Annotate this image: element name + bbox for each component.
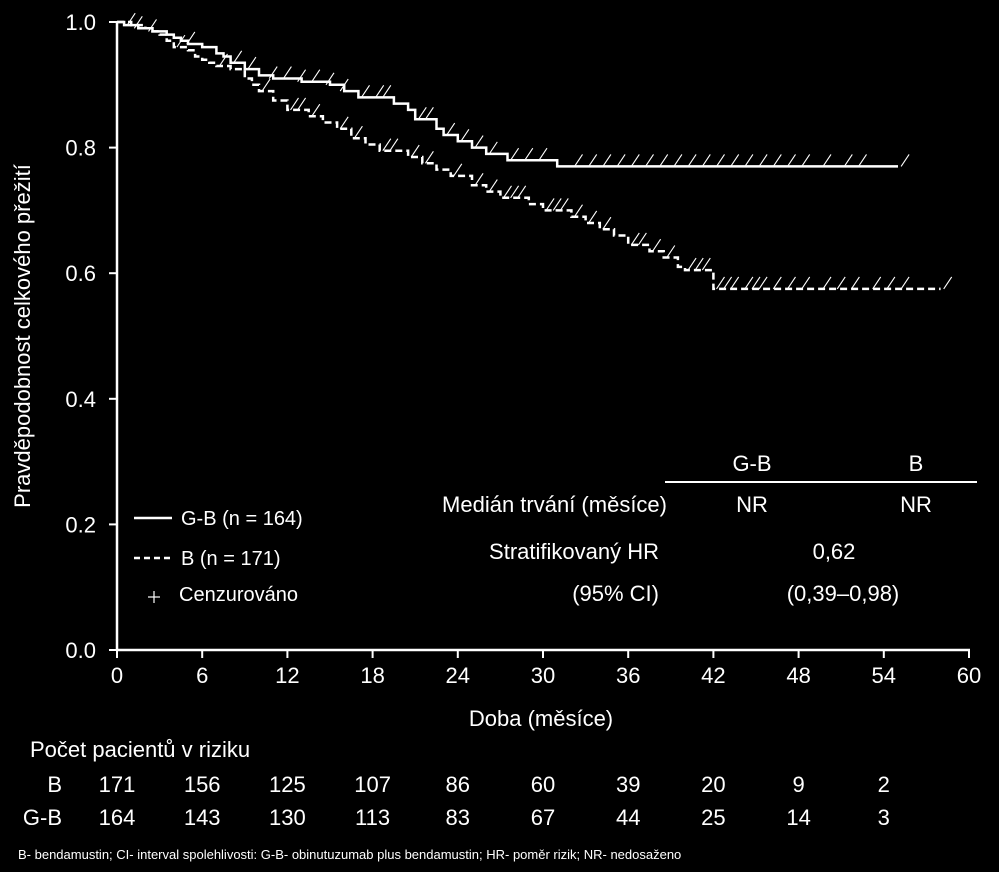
censor-mark-b (901, 277, 909, 289)
risk-values (99, 772, 890, 830)
censor-mark-gb (660, 154, 668, 166)
censor-mark-b (560, 198, 568, 210)
censor-mark-b (731, 277, 739, 289)
censor-mark-b (291, 98, 299, 110)
censor-mark-b (475, 173, 483, 185)
risk-row-label-gb: G-B (22, 805, 62, 830)
censor-mark-b (504, 186, 512, 198)
censor-mark-gb (312, 70, 320, 82)
censor-mark-gb (859, 154, 867, 166)
risk-value: 156 (183, 772, 221, 797)
censor-mark-b (518, 186, 526, 198)
legend-censor-mark (148, 591, 160, 603)
censor-mark-b (887, 277, 895, 289)
risk-value: 60 (530, 772, 556, 797)
risk-table (23, 737, 890, 830)
survival-curves (117, 22, 941, 289)
risk-row-label-b: B (47, 772, 62, 797)
y-tick-label: 1.0 (65, 10, 96, 35)
risk-value: 44 (615, 805, 641, 830)
censor-mark-b (631, 233, 639, 245)
censor-mark-b (589, 211, 597, 223)
censor-marks (127, 13, 952, 289)
censor-mark-gb (187, 32, 195, 44)
risk-value: 67 (530, 805, 556, 830)
censor-mark-b (788, 277, 796, 289)
stats-median-gb: NR (736, 492, 768, 517)
censor-mark-gb (418, 107, 426, 119)
censor-mark-gb (383, 85, 391, 97)
censor-mark-gb (702, 154, 710, 166)
censor-mark-b (752, 277, 760, 289)
censor-mark-gb (788, 154, 796, 166)
censor-mark-b (688, 258, 696, 270)
censor-mark-b (489, 180, 497, 192)
censor-mark-b (575, 205, 583, 217)
x-tick-label: 0 (110, 663, 124, 688)
censor-mark-gb (674, 154, 682, 166)
stats-hr-value: 0,62 (812, 539, 856, 564)
censor-mark-gb (376, 85, 384, 97)
censor-mark-b (312, 104, 320, 116)
x-tick-label: 24 (445, 663, 471, 688)
risk-value: 14 (786, 805, 811, 830)
stats-ci-label: (95% CI) (572, 581, 659, 606)
censor-mark-gb (234, 51, 242, 63)
censor-mark-gb (539, 148, 547, 160)
censor-mark-b (759, 277, 767, 289)
censor-mark-gb (802, 154, 810, 166)
risk-value: 86 (445, 772, 471, 797)
y-tick-label: 0.0 (65, 638, 96, 663)
censor-mark-b (823, 277, 831, 289)
censor-mark-gb (731, 154, 739, 166)
stats-median-label: Medián trvání (měsíce) (442, 492, 667, 517)
censor-mark-b (702, 258, 710, 270)
stats-header-gb: G-B (732, 451, 772, 476)
censor-mark-gb (425, 107, 433, 119)
risk-value: 113 (355, 805, 391, 830)
stats-hr-label: Stratifikovaný HR (489, 539, 659, 564)
risk-value: 3 (877, 805, 890, 830)
risk-value: 39 (615, 772, 641, 797)
risk-value: 107 (354, 772, 391, 797)
risk-value: 130 (269, 805, 306, 830)
risk-value: 2 (877, 772, 890, 797)
censor-mark-b (411, 145, 419, 157)
y-axis-title: Pravděpodobnost celkového přežití (10, 164, 35, 508)
risk-value: 9 (792, 772, 805, 797)
censor-mark-gb (631, 154, 639, 166)
censor-mark-b (717, 277, 725, 289)
censor-mark-gb (447, 123, 455, 135)
stats-ci-value: (0,39–0,98) (786, 581, 900, 606)
x-tick-label: 54 (871, 663, 897, 688)
censor-mark-b (695, 258, 703, 270)
censor-mark-b (724, 277, 732, 289)
censor-mark-b (837, 277, 845, 289)
stats-table (442, 451, 977, 606)
censor-mark-b (603, 217, 611, 229)
censor-mark-gb (823, 154, 831, 166)
censor-mark-gb (688, 154, 696, 166)
censor-mark-gb (525, 148, 533, 160)
censor-mark-gb (248, 57, 256, 69)
legend-label-censored: Cenzurováno (179, 584, 298, 606)
risk-table-title: Počet pacientů v riziku (30, 737, 251, 762)
y-tick-label: 0.6 (65, 261, 96, 287)
y-tick-label: 0.4 (65, 386, 96, 412)
censor-mark-gb (475, 136, 483, 148)
censor-mark-b (653, 239, 661, 251)
censor-mark-gb (646, 154, 654, 166)
censor-mark-gb (461, 129, 469, 141)
censor-mark-b (773, 277, 781, 289)
y-tick-label: 0.2 (65, 512, 96, 538)
censor-mark-gb (901, 154, 909, 166)
censor-mark-b (944, 277, 952, 289)
censor-mark-b (745, 277, 753, 289)
stats-header-b: B (908, 451, 924, 476)
censor-mark-gb (362, 85, 370, 97)
censor-mark-b (553, 198, 561, 210)
censor-mark-b (873, 277, 881, 289)
x-tick-label: 36 (615, 663, 641, 688)
risk-value: 164 (98, 805, 136, 830)
censor-mark-gb (617, 154, 625, 166)
risk-value: 83 (445, 805, 471, 830)
y-tick-label: 0.8 (65, 135, 96, 161)
stats-median-b: NR (900, 492, 932, 517)
risk-value: 125 (269, 772, 306, 797)
x-tick-label: 6 (196, 663, 209, 688)
censor-mark-gb (575, 154, 583, 166)
x-tick-label: 30 (530, 663, 556, 688)
censor-mark-b (638, 233, 646, 245)
censor-mark-gb (589, 154, 597, 166)
censor-mark-gb (283, 67, 291, 79)
censor-mark-gb (717, 154, 725, 166)
x-axis-title: Doba (měsíce) (468, 706, 614, 731)
censor-mark-b (425, 151, 433, 163)
censor-mark-gb (844, 154, 852, 166)
censor-mark-gb (489, 142, 497, 154)
series-gb-line (117, 22, 898, 166)
censor-mark-b (454, 164, 462, 176)
x-tick-label: 12 (275, 663, 300, 688)
censor-mark-gb (511, 148, 519, 160)
censor-mark-b (262, 79, 270, 91)
censor-mark-b (298, 98, 306, 110)
x-tick-label: 60 (956, 663, 982, 688)
censor-mark-b (383, 139, 391, 151)
censor-mark-b (802, 277, 810, 289)
x-tick-label: 48 (786, 663, 811, 688)
legend (134, 508, 303, 606)
censor-mark-b (851, 277, 859, 289)
censor-mark-b (340, 117, 348, 129)
footnote: B- bendamustin; CI- interval spolehlivosti: G-B- obinutuzumab plus bendamustin; HR- poměr rizik; NR- nedosaženo (18, 847, 682, 862)
censor-mark-gb (759, 154, 767, 166)
censor-mark-gb (745, 154, 753, 166)
risk-value: 171 (98, 772, 136, 797)
censor-mark-b (390, 139, 398, 151)
censor-mark-b (511, 186, 519, 198)
risk-value: 143 (183, 805, 221, 830)
x-tick-label: 18 (360, 663, 385, 688)
censor-mark-b (354, 126, 362, 138)
risk-value: 20 (701, 772, 726, 797)
censor-mark-b (667, 246, 675, 258)
x-tick-label: 42 (701, 663, 726, 688)
legend-label-b: B (n = 171) (181, 548, 281, 570)
censor-mark-gb (773, 154, 781, 166)
risk-value: 25 (701, 805, 726, 830)
censor-mark-gb (603, 154, 611, 166)
legend-label-gb: G-B (n = 164) (181, 508, 303, 530)
censor-mark-b (546, 198, 554, 210)
